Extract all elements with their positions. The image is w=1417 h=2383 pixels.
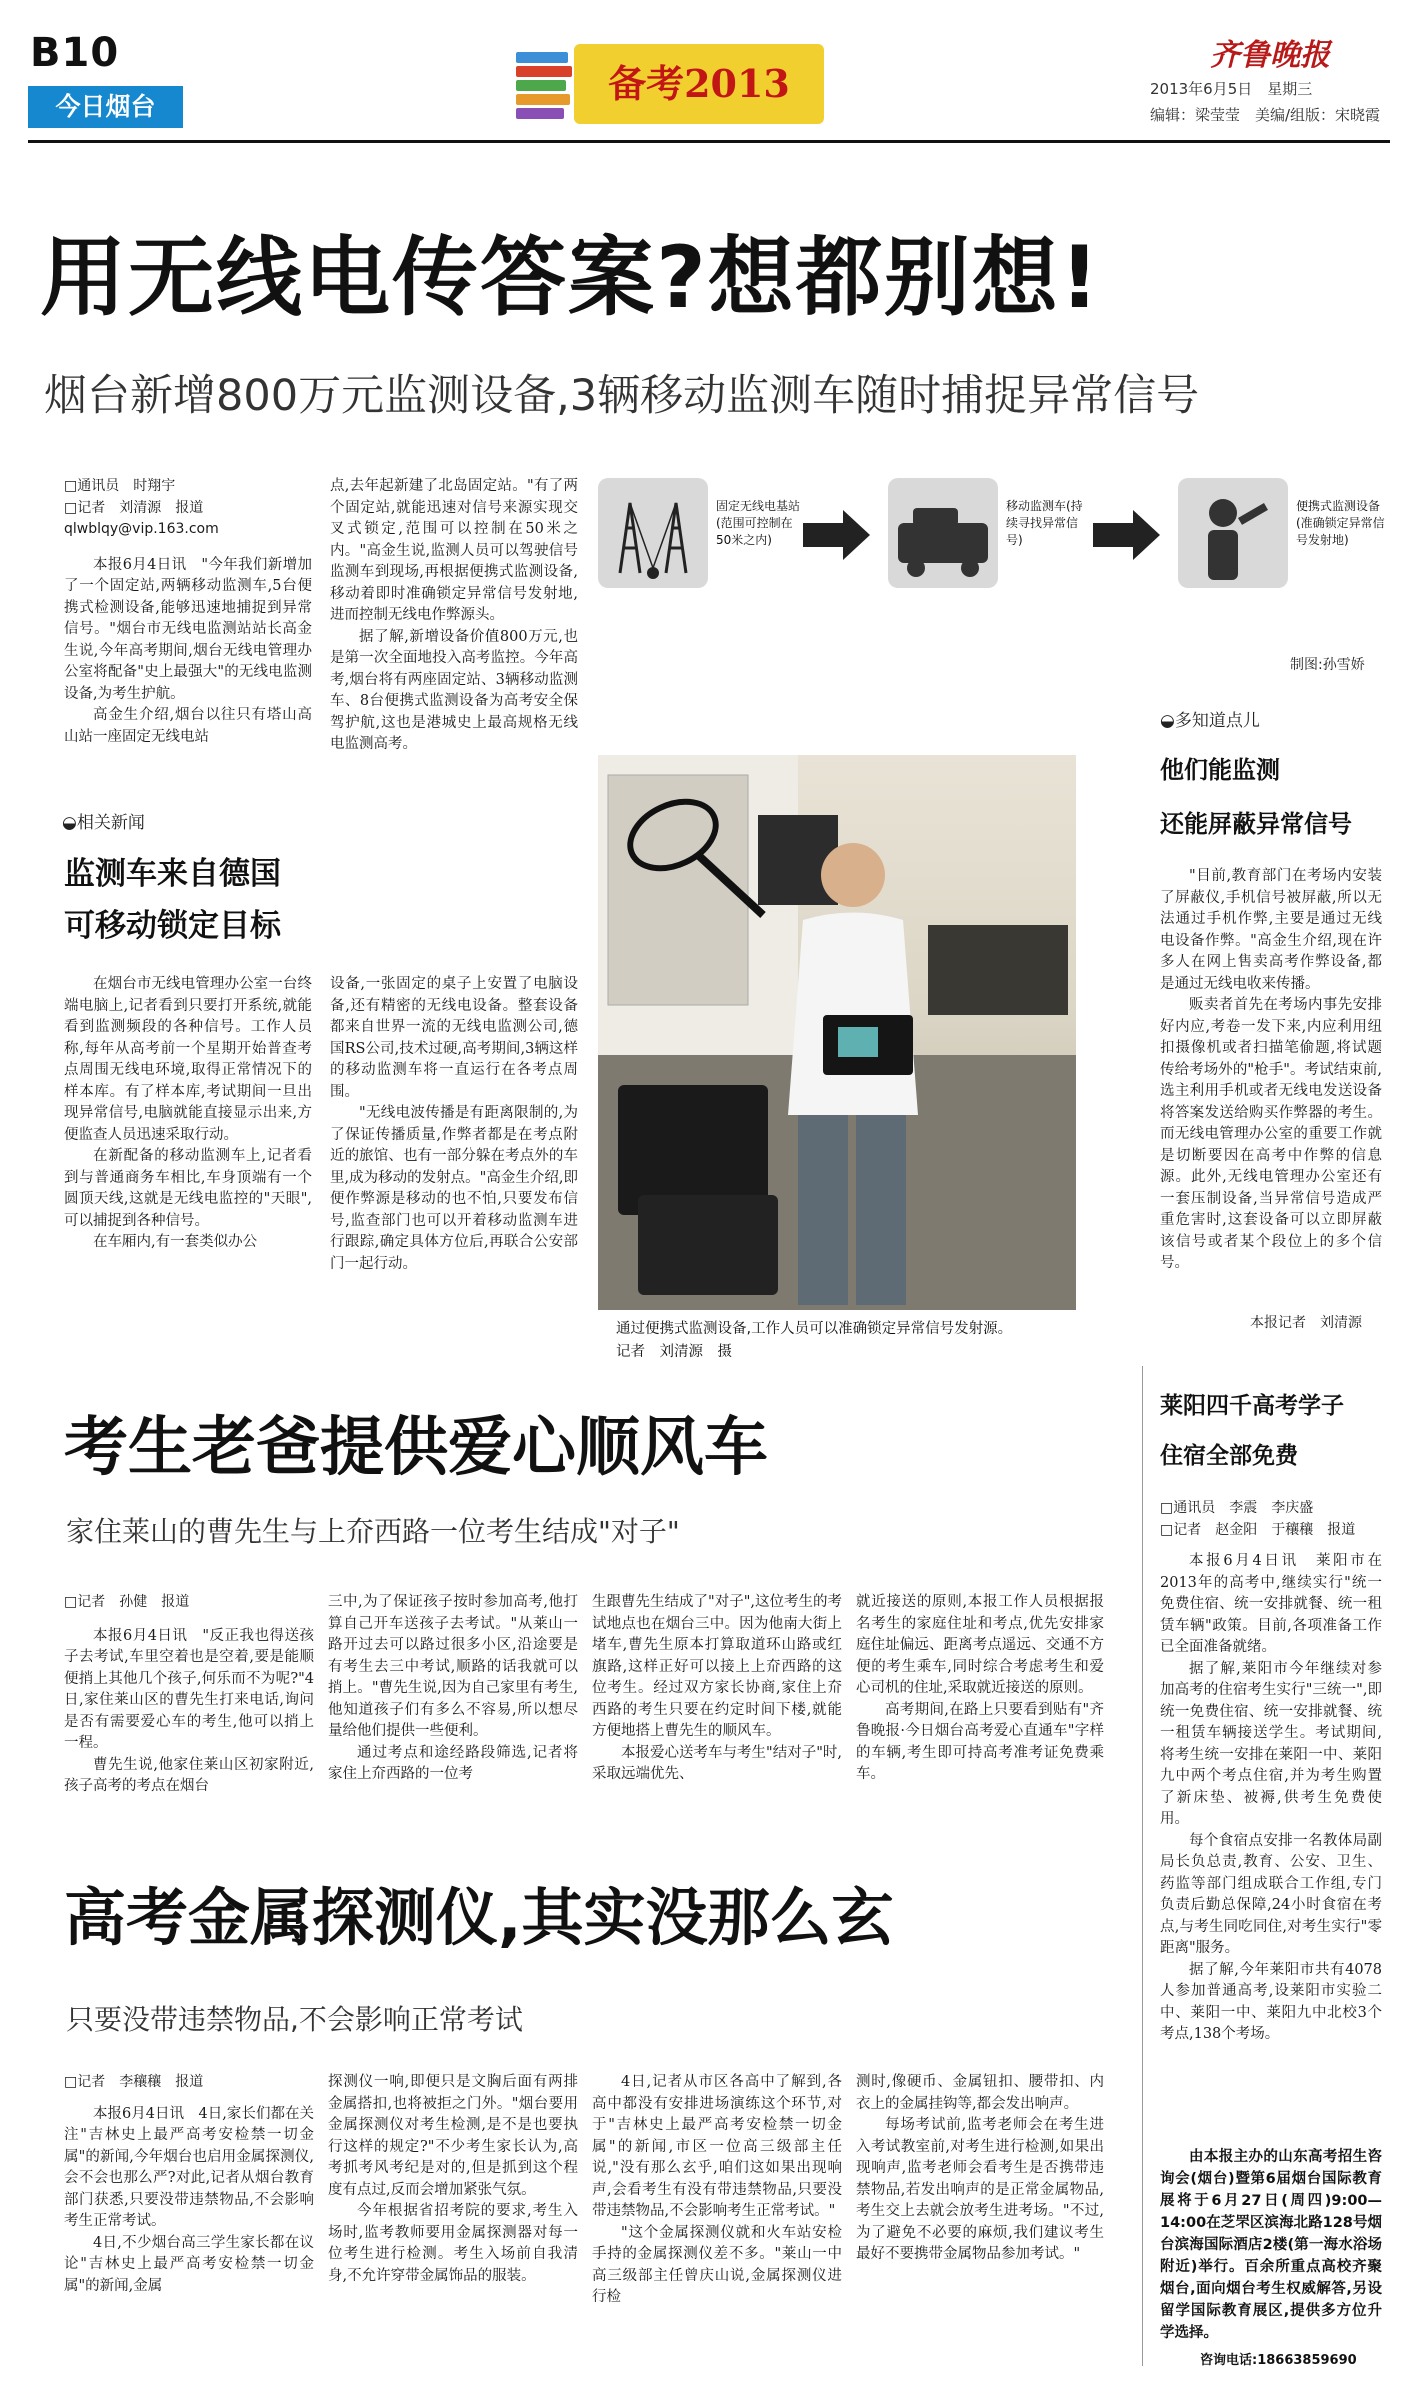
paragraph: 就近接送的原则,本报工作人员根据报名考生的家庭住址和考点,优先安排家庭住址偏远、距离考点遥远、交通不方便的考生乘车,同时综合考虑考生和爱心司机的住址,采取就近接送的原则。: [856, 1594, 1104, 1696]
byline: □记者 刘清源 报道: [64, 499, 204, 516]
photo-credit: 记者 刘清源 摄: [616, 1344, 732, 1360]
lead-subhead: 烟台新增800万元监测设备,3辆移动监测车随时捕捉异常信号: [44, 371, 1200, 421]
related-headline-2: 可移动锁定目标: [64, 908, 281, 944]
paragraph: 本报6月4日讯 4日,家长们都在关注"吉林史上最严高考安检禁一切金属"的新闻,今年烟台也启用金属探测仪,会不会也那么严?对此,记者从烟台教育部门获悉,只要没带违禁物品,不会影响考生正常考试。: [64, 2105, 314, 2229]
byline: □记者 李穰穰 报道: [64, 2074, 204, 2090]
sidebar-kicker: [1160, 706, 1260, 731]
event-notice: 由本报主办的山东高考招生咨询会(烟台)暨第6届烟台国际教育展将于6月27日(周四)9:00—14:00在芝罘区滨海北路128号烟台滨海国际酒店2楼(第一海水浴场附近)举行。百余所重点高校齐聚烟台,面向烟台考生权威解答,另设留学国际教育展区,提供多方位升学选择。: [1160, 2149, 1382, 2341]
related-column-2: [330, 974, 578, 1354]
story3-column-3: [592, 2072, 842, 2372]
newspaper-logo: 齐鲁晚报: [1210, 38, 1330, 73]
story3-subhead: 只要没带违禁物品,不会影响正常考试: [66, 2003, 523, 2036]
banner-title: 备考2013: [574, 44, 824, 124]
page-number: B10: [30, 30, 120, 76]
paragraph: 三中,为了保证孩子按时参加高考,他打算自己开车送孩子去考试。"从莱山一路开过去可以路过很多小区,沿途要是有考生去三中考试,顺路的话我就可以捎上。"曹先生说,因为自己家里有考生,他知道孩子们有多么不容易,所以想尽量给他们提供一些便利。: [328, 1594, 578, 1739]
sidebar1-credit: 本报记者 刘清源: [1250, 1315, 1362, 1331]
paragraph: 据了解,莱阳市今年继续对参加高考的住宿考生实行"三统一",即统一免费住宿、统一安排就餐、统一租赁车辆接送学生。考试期间,将考生统一安排在莱阳一中、莱阳九中两个考点住宿,并为考生购置了新床垫、被褥,供考生免费使用。: [1160, 1660, 1382, 1827]
paragraph: 在新配备的移动监测车上,记者看到与普通商务车相比,车身顶端有一个圆顶天线,这就是无线电监控的"天眼",可以捕捉到各种信号。: [64, 1148, 312, 1229]
diagram-label-2: 移动监测车(持续寻找异常信号): [1006, 499, 1083, 547]
bullet-icon: ◒: [62, 813, 77, 833]
related-kicker: [62, 808, 145, 833]
paragraph: "无线电波传播是有距离限制的,为了保证传播质量,作弊者都是在考点附近的旅馆、也有一部分躲在考点外的车里,成为移动的发射点。"高金生介绍,即便作弊源是移动的也不怕,只要发布信号,监查部门也可以开着移动监测车进行跟踪,确定具体方位后,再联合公安部门一起行动。: [330, 1105, 578, 1272]
paragraph: 生跟曹先生结成了"对子",这位考生的考试地点也在烟台三中。因为他南大街上堵车,曹先生原本打算取道环山路或红旗路,这样正好可以接上上夼西路的这位考生。经过双方家长协商,家住上夼西路的考生只要在约定时间下楼,就能方便地搭上曹先生的顺风车。: [592, 1594, 842, 1739]
paragraph: 本报爱心送考车与考生"结对子"时,采取远端优先、: [592, 1744, 842, 1782]
story2-column-1: [64, 1592, 314, 1832]
event-phone: 咨询电话:18663859690: [1200, 2353, 1357, 2368]
editors-line: 编辑：梁莹莹 美编/组版：宋晓霞: [1150, 106, 1381, 124]
dateline: 2013年6月5日 星期三: [1150, 80, 1313, 98]
person-with-antenna-photo: [598, 755, 1076, 1310]
related-headline-1: 监测车来自德国: [64, 856, 281, 892]
paragraph: 每个食宿点安排一名教体局副局长负总责,教育、公安、卫生、药监等部门组成联合工作组,专门负责后勤总保障,24小时食宿在考点,与考生同吃同住,对考生实行"零距离"服务。: [1160, 1832, 1382, 1956]
kicker-label: 相关新闻: [76, 813, 145, 833]
story3-column-4: [856, 2072, 1104, 2372]
paragraph: 测时,像硬币、金属钮扣、腰带扣、内衣上的金属挂钩等,都会发出响声。: [856, 2074, 1104, 2112]
sidebar2-column: [1160, 1498, 1382, 2128]
paragraph: 在车厢内,有一套类似办公: [93, 1234, 258, 1250]
byline: □通讯员 李震 李庆盛: [1160, 1500, 1314, 1516]
sidebar-headline-2: 还能屏蔽异常信号: [1160, 810, 1352, 838]
kicker-label: 多知道点儿: [1174, 711, 1260, 731]
paragraph: 4日,不少烟台高三学生家长都在议论"吉林史上最严高考安检禁一切金属"的新闻,金属: [64, 2234, 314, 2294]
paragraph: 4日,记者从市区各高中了解到,各高中都没有安排进场演练这个环节,对于"吉林史上最严高考安检禁一切金属"的新闻,市区一位高三级部主任说,"没有那么玄乎,咱们这如果出现响声,会看考生有没有带违禁物品,只要没带违禁物品,不会影响考生正常考试。": [592, 2074, 842, 2219]
sidebar1-column: [1160, 866, 1382, 1308]
paragraph: 曹先生说,他家住莱山区初家附近,孩子高考的考点在烟台: [64, 1756, 314, 1794]
paragraph: 本报6月4日讯 "今年我们新增加了一个固定站,两辆移动监测车,5台便携式检测设备,能够迅速地捕捉到异常信号。"烟台市无线电监测站站长高金生说,今年高考期间,烟台无线电管理办公室将配备"史上最强大"的无线电监测设备,为考生护航。: [64, 556, 312, 702]
lead-column-1: [64, 476, 312, 776]
paragraph: "目前,教育部门在考场内安装了屏蔽仪,手机信号被屏蔽,所以无法通过手机作弊,主要是通过无线电设备作弊。"高金生介绍,现在许多人在网上售卖高考作弊设备,都是通过无线电收来传播。: [1160, 868, 1382, 992]
lead-column-2: [330, 476, 578, 776]
paragraph: 在烟台市无线电管理办公室一台终端电脑上,记者看到只要打开系统,就能看到监测频段的各种信号。工作人员称,每年从高考前一个星期开始普查考点周围无线电环境,取得正常情况下的样本库。有了样本库,考试期间一旦出现异常信号,电脑就能直接显示出来,方便监查人员迅速采取行动。: [64, 976, 312, 1143]
monitoring-diagram: [598, 478, 1388, 673]
paragraph: "这个金属探测仪就和火车站安检手持的金属探测仪差不多。"莱山一中高三级部主任曾庆山说,金属探测仪进行检: [592, 2224, 842, 2305]
sidebar2-headline-2: 住宿全部免费: [1160, 1443, 1298, 1469]
paragraph: 高金生介绍,烟台以往只有塔山高山站一座固定无线电站: [64, 707, 312, 745]
books-icon: [516, 52, 574, 124]
paragraph: 据了解,新增设备价值800万元,也是第一次全面地投入高考监控。今年高考,烟台将有两座固定站、3辆移动监测车、8台便携式监测设备为高考安全保驾护航,这也是港城史上最高规格无线电监测高考。: [330, 628, 578, 752]
sidebar2-headline-1: 莱阳四千高考学子: [1160, 1393, 1344, 1419]
news-photo: [598, 755, 1076, 1310]
paragraph: 贩卖者首先在考场内事先安排好内应,考卷一发下来,内应利用纽扣摄像机或者扫描笔偷题,将试题传给考场外的"枪手"。考试结束前,选主利用手机或者无线电发送设备将答案发送给购买作弊器的考生。而无线电管理办公室的重要工作就是切断要因在高考中作弊的信息源。此外,无线电管理办公室还有一套压制设备,当异常信号造成严重危害时,这套设备可以立即屏蔽该信号或者某个段位上的多个信号。: [1160, 997, 1382, 1271]
paragraph: 点,去年起新建了北岛固定站。"有了两个固定站,就能迅速对信号来源实现交叉式锁定,范围可以控制在50米之内。"高金生说,监测人员可以驾驶信号监测车到现场,再根据便携式监测设备,移动着即时准确锁定异常信号发射地,进而控制无线电作弊源头。: [330, 478, 578, 623]
sidebar-headline-1: 他们能监测: [1160, 756, 1280, 784]
sidebar-divider: [1142, 1366, 1143, 2366]
paragraph: 本报6月4日讯 莱阳市在2013年的高考中,继续实行"统一免费住宿、统一安排就餐、统一租赁车辆"政策。目前,各项准备工作已全面准备就绪。: [1160, 1553, 1382, 1655]
story3-column-1: [64, 2072, 314, 2372]
top-rule: [28, 140, 1390, 143]
bullet-icon: ◒: [1160, 711, 1175, 731]
story3-column-2: [328, 2072, 578, 2372]
diagram-label-3: 便携式监测设备(准确锁定异常信号发射地): [1296, 499, 1385, 547]
section-tag: 今日烟台: [28, 86, 183, 128]
diagram-label-1: 固定无线电基站(范围可控制在50米之内): [716, 499, 801, 547]
paragraph: 今年根据省招考院的要求,考生入场时,监考教师要用金属探测器对每一位考生进行检测。考生入场前自我清身,不允许穿带金属饰品的服装。: [328, 2203, 578, 2284]
diagram-credit: 制图:孙雪娇: [1290, 657, 1365, 673]
byline: □记者 孙健 报道: [64, 1594, 190, 1610]
paragraph: 探测仪一响,即便只是文胸后面有两排金属搭扣,也将被拒之门外。"烟台要用金属探测仪对考生检测,是不是也要执行这样的规定?"不少考生家长认为,高考抓考风考纪是对的,但是抓到这个程度有点过,反而会增加紧张气氛。: [328, 2074, 578, 2198]
paragraph: 每场考试前,监考老师会在考生进入考试教室前,对考生进行检测,如果出现响声,监考老师会看考生是否携带违禁物品,若发出响声的是正常金属物品,考生交上去就会放考生进考场。"不过,为了避免不必要的麻烦,我们建议考生最好不要携带金属物品参加考试。": [856, 2117, 1104, 2262]
paragraph: 通过考点和途经路段筛选,记者将家住上夼西路的一位考: [328, 1744, 578, 1782]
paragraph: 设备,一张固定的桌子上安置了电脑设备,还有精密的无线电设备。整套设备都来自世界一流的无线电监测公司,德国RS公司,技术过硬,高考期间,3辆这样的移动监测车将一直运行在各考点周围。: [330, 976, 578, 1100]
story2-column-4: [856, 1592, 1104, 1832]
paragraph: 本报6月4日讯 "反正我也得送孩子去考试,车里空着也是空着,要是能顺便捎上其他几个孩子,何乐而不为呢?"4日,家住莱山区的曹先生打来电话,询问是否有需要爱心车的考生,他可以捎上一程。: [64, 1627, 314, 1751]
story2-headline: 考生老爸提供爱心顺风车: [64, 1411, 768, 1485]
paragraph: 据了解,今年莱阳市共有4078人参加普通高考,设莱阳市实验二中、莱阳一中、莱阳九中北校3个考点,138个考场。: [1160, 1961, 1382, 2042]
paragraph: 高考期间,在路上只要看到贴有"齐鲁晚报·今日烟台高考爱心直通车"字样的车辆,考生即可持高考准考证免费乘车。: [856, 1701, 1104, 1782]
story2-subhead: 家住莱山的曹先生与上夼西路一位考生结成"对子": [66, 1515, 680, 1548]
photo-caption: 通过便携式监测设备,工作人员可以准确锁定异常信号发射源。: [616, 1321, 1013, 1337]
reporter-email: qlwblqy@vip.163.com: [64, 521, 219, 537]
byline: □记者 赵金阳 于穰穰 报道: [1160, 1521, 1356, 1538]
story3-headline: 高考金属探测仪,其实没那么玄: [64, 1881, 894, 1954]
related-column-1: [64, 974, 312, 1354]
story2-column-3: [592, 1592, 842, 1832]
story2-column-2: [328, 1592, 578, 1832]
byline: □通讯员 时翔宇: [64, 478, 176, 494]
lead-headline: 用无线电传答案?想都别想!: [40, 228, 1102, 328]
